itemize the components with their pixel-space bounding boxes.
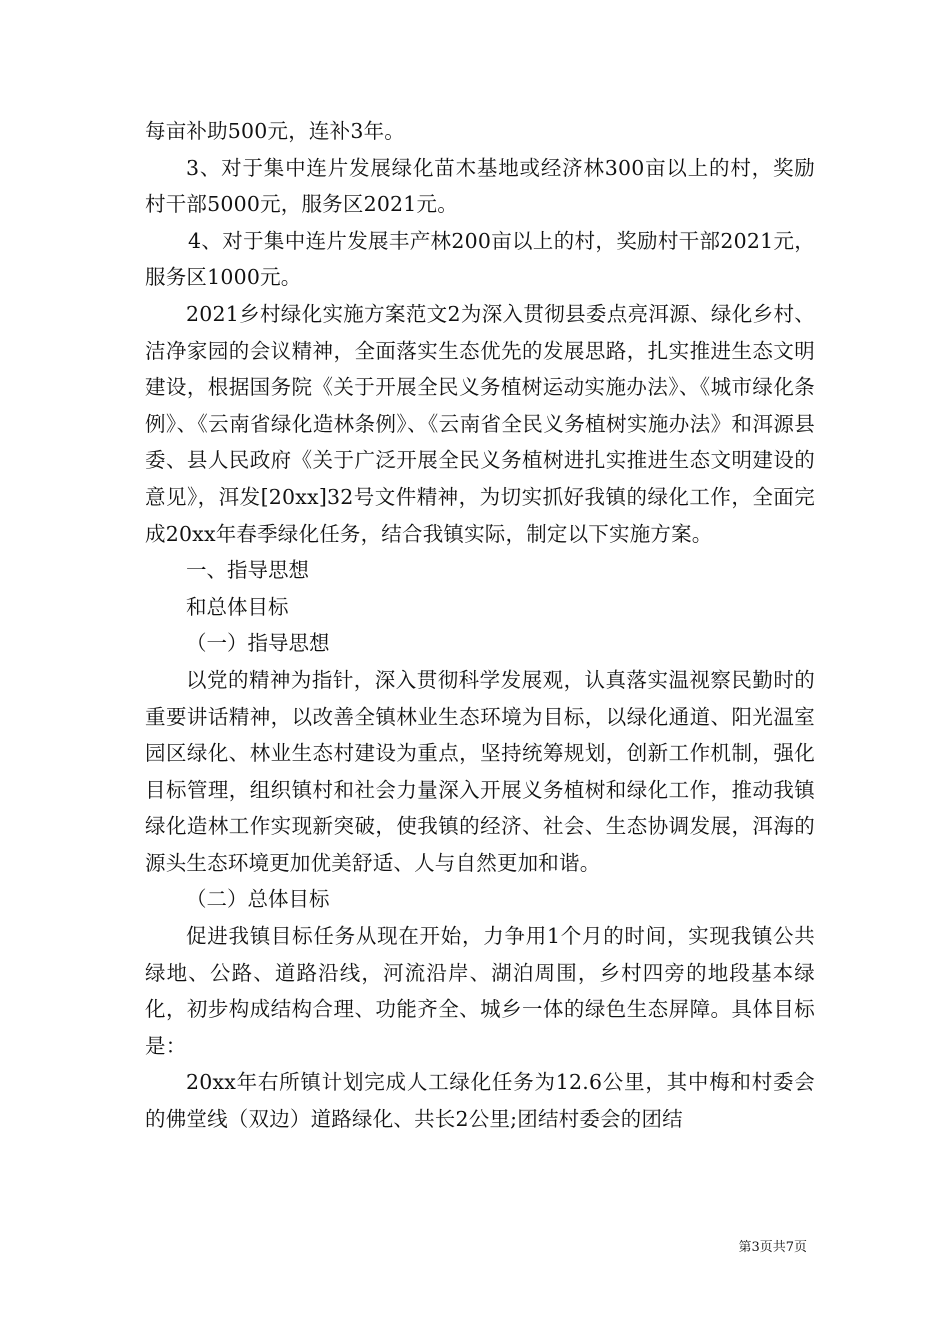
page-number-footer: 第3页共7页	[738, 1240, 807, 1255]
heading-overall-goal: 和总体目标	[186, 594, 289, 619]
paragraph-item-4: 4、对于集中连片发展丰产林200亩以上的村，奖励村干部2021元，服务区1000元。	[145, 228, 815, 290]
paragraph-subsidy: 每亩补助500元，连补3年。	[145, 119, 405, 143]
paragraph-guiding-thought: 以党的精神为指针，深入贯彻科学发展观，认真落实温视察民勤时的重要讲话精神，以改善全镇林业生态环境为目标，以绿化通道、阳光温室园区绿化、林业生态村建设为重点，坚持统筹规划，创新工作机制，强化目标管理，组织镇村和社会力量深入开展义务植树和绿化工作，推动我镇绿化造林工作实现新突破，使我镇的经济、社会、生态协调发展，洱海的源头生态环境更加优美舒适、人与自然更加和谐。	[145, 667, 815, 875]
subheading-overall-goal: （二）总体目标	[186, 887, 330, 912]
paragraph-plan-intro: 2021乡村绿化实施方案范文2为深入贯彻县委点亮洱源、绿化乡村、洁净家园的会议精神，全面落实生态优先的发展思路，扎实推进生态文明建设，根据国务院《关于开展全民义务植树运动实施办法》、《城市绿化条例》、《云南省绿化造林条例》、《云南省全民义务植树实施办法》和洱源县委、县人民政府《关于广泛开展全民义务植树进扎实推进生态文明建设的意见》，洱发[20xx]32号文件精神，为切实抓好我镇的绿化工作，全面完成20xx年春季绿化任务，结合我镇实际，制定以下实施方案。	[145, 301, 815, 546]
paragraph-overall-goal: 促进我镇目标任务从现在开始，力争用1个月的时间，实现我镇公共绿地、公路、道路沿线，河流沿岸、湖泊周围，乡村四旁的地段基本绿化，初步构成结构合理、功能齐全、城乡一体的绿色生态屏障。具体目标是：	[145, 924, 815, 1058]
document-body	[145, 113, 815, 1138]
paragraph-greening-task: 20xx年右所镇计划完成人工绿化任务为12.6公里，其中梅和村委会的佛堂线（双边）道路绿化、共长2公里;团结村委会的团结	[145, 1070, 815, 1132]
paragraph-item-3: 3、对于集中连片发展绿化苗木基地或经济林300亩以上的村，奖励村干部5000元，服务区2021元。	[145, 155, 815, 217]
subheading-guiding-thought: （一）指导思想	[186, 631, 330, 656]
heading-guiding-thought: 一、指导思想	[186, 558, 309, 583]
